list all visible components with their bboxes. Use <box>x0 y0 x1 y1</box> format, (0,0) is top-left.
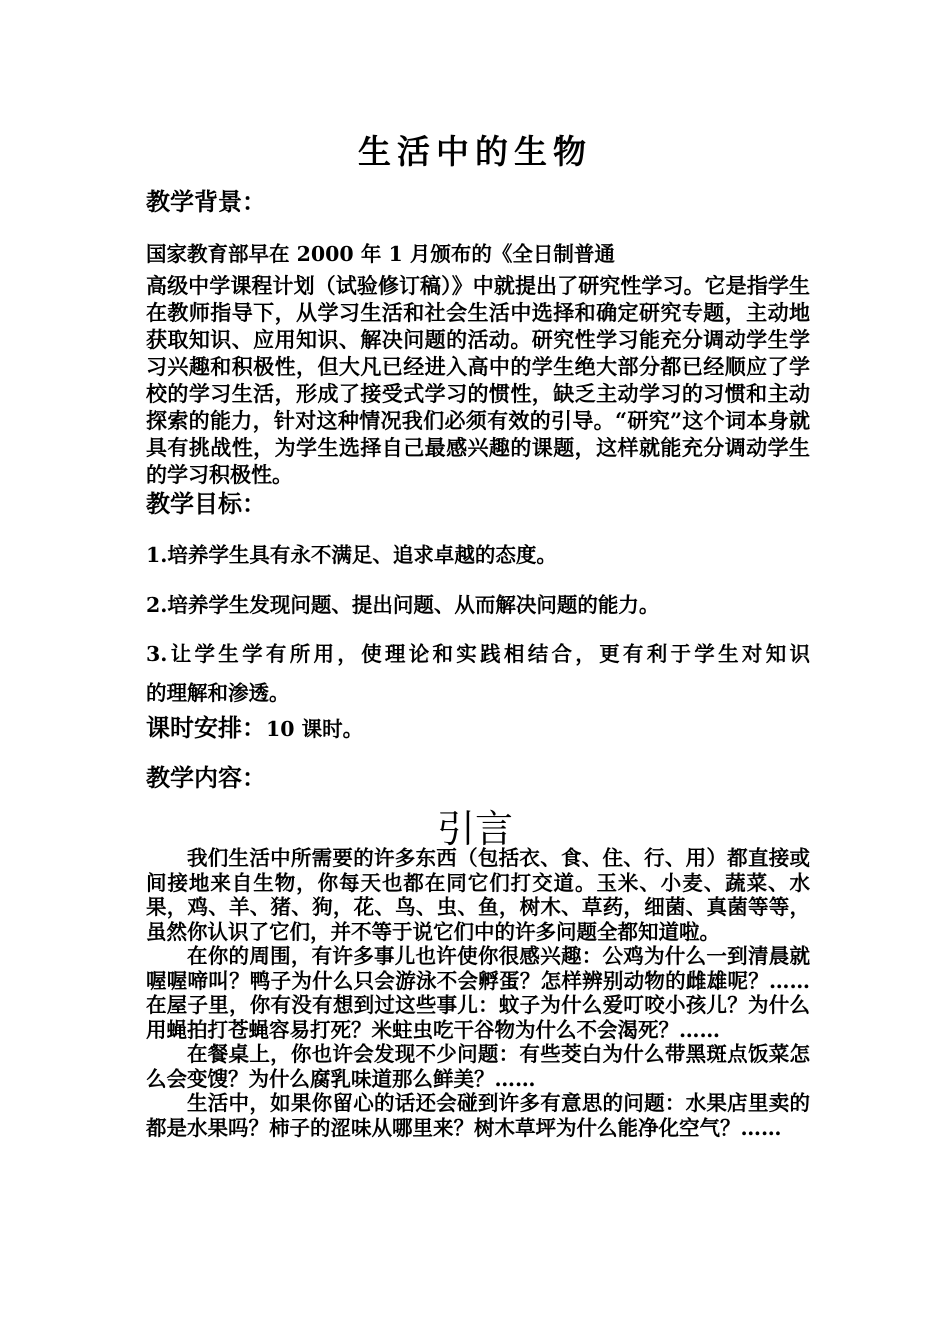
goal-item-1: 1.培养学生具有永不满足、追求卓越的态度。 <box>146 543 557 567</box>
goal-item-3-line-1: 3.让学生学有所用，使理论和实践相结合，更有利于学生对知识 <box>146 642 810 666</box>
schedule-line <box>146 708 363 743</box>
schedule-value: 10 课时。 <box>266 717 364 741</box>
intro-paragraph: 在餐桌上，你也许会发现不少问题：有些茭白为什么带黑斑点饭菜怎么会变馊？为什么腐乳味道那么鲜美？…… <box>146 1042 810 1091</box>
content-heading: 教学内容： <box>146 763 266 792</box>
schedule-label: 课时安排： <box>146 713 266 742</box>
background-heading: 教学背景： <box>146 187 266 216</box>
background-paragraph <box>146 272 810 488</box>
goal-item-2: 2.培养学生发现问题、提出问题、从而解决问题的能力。 <box>146 593 660 617</box>
page-title: 生活中的生物 <box>358 132 592 171</box>
intro-body <box>146 846 810 1140</box>
background-first-line: 国家教育部早在 2000 年 1 月颁布的《全日制普通 <box>146 242 615 266</box>
goals-heading: 教学目标： <box>146 489 266 518</box>
intro-paragraph: 我们生活中所需要的许多东西（包括衣、食、住、行、用）都直接或间接地来自生物，你每天也都在同它们打交道。玉米、小麦、蔬菜、水果，鸡、羊、猪、狗，花、鸟、虫、鱼，树木、草药，细菌、真菌等等，虽然你认识了它们，并不等于说它们中的许多问题全都知道啦。 <box>146 846 810 944</box>
background-paragraph-text: 高级中学课程计划（试验修订稿）》中就提出了研究性学习。它是指学生在教师指导下，从学习生活和社会生活中选择和确定研究专题，主动地获取知识、应用知识、解决问题的活动。研究性学习能充分调动学生学习兴趣和积极性，但大凡已经进入高中的学生绝大部分都已经顺应了学校的学习生活，形成了接受式学习的惯性，缺乏主动学习的习惯和主动探索的能力，针对这种情况我们必须有效的引导。“研究”这个词本身就具有挑战性，为学生选择自己最感兴趣的课题，这样就能充分调动学生的学习积极性。 <box>146 273 810 487</box>
intro-paragraph: 生活中，如果你留心的话还会碰到许多有意思的问题：水果店里卖的都是水果吗？柿子的涩味从哪里来？树木草坪为什么能净化空气？…… <box>146 1091 810 1140</box>
goal-item-3-line-2: 的理解和渗透。 <box>146 681 290 705</box>
intro-paragraph: 在你的周围，有许多事儿也许使你很感兴趣：公鸡为什么一到清晨就喔喔啼叫？鸭子为什么只会游泳不会孵蛋？怎样辨别动物的雌雄呢？……在屋子里，你有没有想到过这些事儿：蚊子为什么爱叮咬小孩儿？为什么用蝇拍打苍蝇容易打死？米蛀虫吃干谷物为什么不会渴死？…… <box>146 944 810 1042</box>
intro-heading: 引言 <box>436 807 513 851</box>
